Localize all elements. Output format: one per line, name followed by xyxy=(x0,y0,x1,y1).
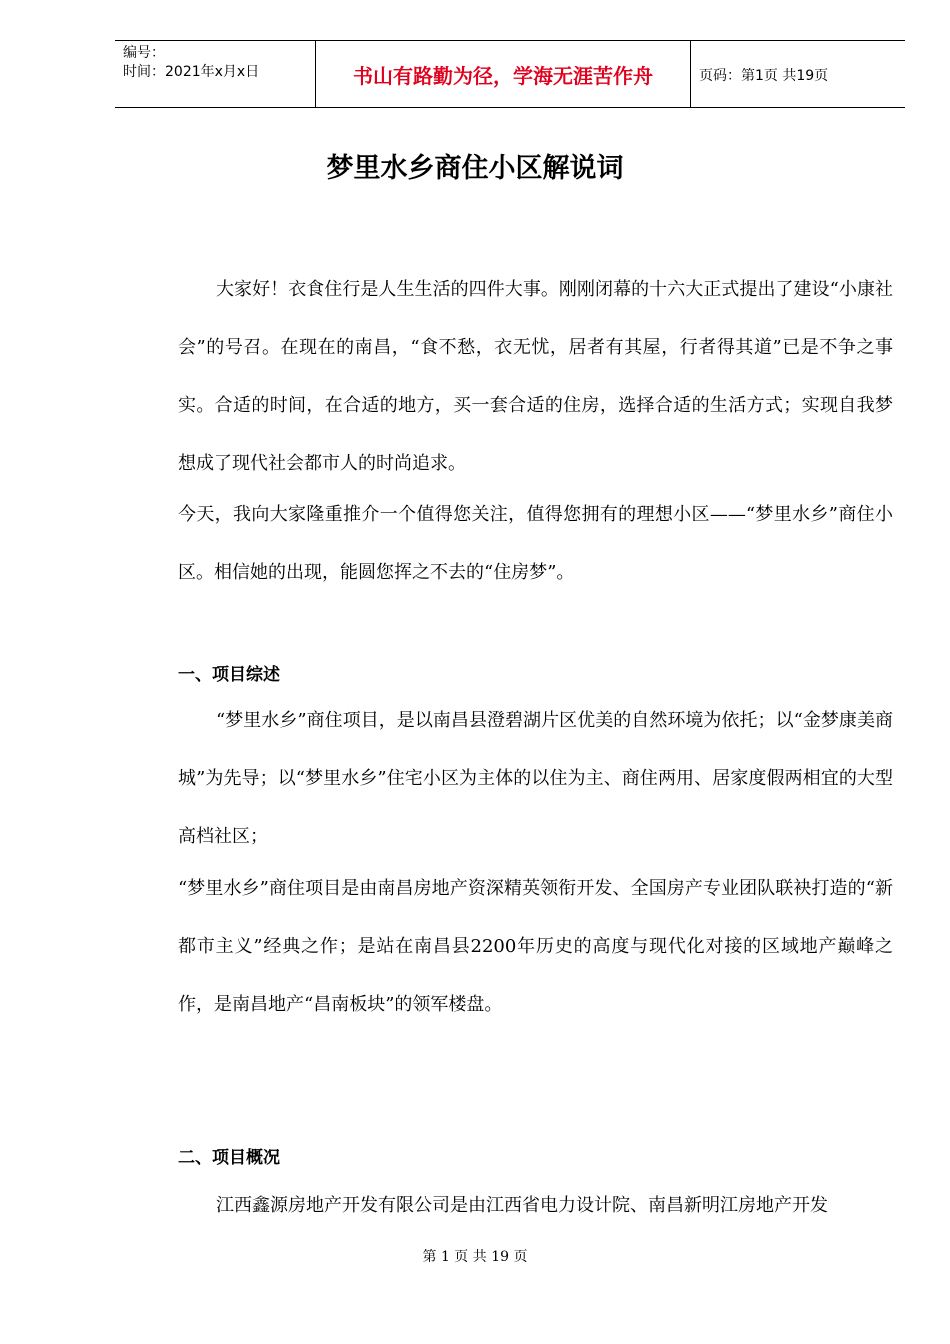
intro-paragraph-1: 大家好！衣食住行是人生生活的四件大事。刚刚闭幕的十六大正式提出了建设“小康社会”的号召。在现在的南昌，“食不愁，衣无忧，居者有其屋，行者得其道”已是不争之事实。合适的时间，在合适的地方，买一套合适的住房，选择合适的生活方式；实现自我梦想成了现代社会都市人的时尚追求。 xyxy=(178,279,893,474)
document-number-label: 编号： xyxy=(123,45,165,61)
document-time-label: 时间：2021年x月x日 xyxy=(123,64,260,80)
section-2-heading: 二、项目概况 xyxy=(178,1148,280,1168)
document-title: 梦里水乡商住小区解说词 xyxy=(326,153,624,184)
page-header xyxy=(115,40,905,108)
header-page-info: 页码：第1页 共19页 xyxy=(699,68,829,84)
section-1-paragraph-2: “梦里水乡”商住项目是由南昌房地产资深精英领衔开发、全国房产专业团队联袂打造的“新都市主义”经典之作；是站在南昌县2200年历史的高度与现代化对接的区域地产巅峰之作，是南昌地产“昌南板块”的领军楼盘。 xyxy=(178,878,893,1015)
header-motto: 书山有路勤为径，学海无涯苦作舟 xyxy=(315,41,691,107)
intro-paragraph-2: 今天，我向大家隆重推介一个值得您关注，值得您拥有的理想小区——“梦里水乡”商住小区。相信她的出现，能圆您挥之不去的“住房梦”。 xyxy=(178,504,893,583)
section-2-paragraph-1: 江西鑫源房地产开发有限公司是由江西省电力设计院、南昌新明江房地产开发 xyxy=(216,1195,828,1216)
page-footer: 第 1 页 共 19 页 xyxy=(422,1249,528,1265)
section-1-heading: 一、项目综述 xyxy=(178,665,280,685)
section-1-paragraph-1: “梦里水乡”商住项目，是以南昌县澄碧湖片区优美的自然环境为依托；以“金梦康美商城”为先导；以“梦里水乡”住宅小区为主体的以住为主、商住两用、居家度假两相宜的大型高档社区； xyxy=(178,710,893,847)
header-meta xyxy=(123,44,313,82)
